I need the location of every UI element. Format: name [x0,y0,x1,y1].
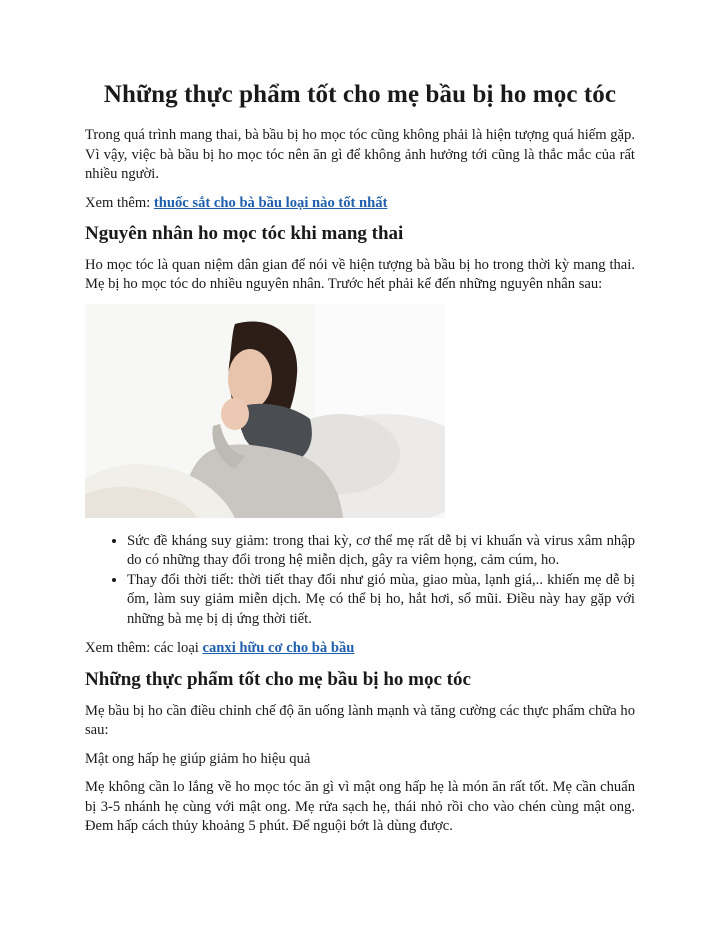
see-more-1-link[interactable]: thuốc sắt cho bà bầu loại nào tốt nhất [153,194,388,211]
causes-list [85,532,635,630]
page-title: Những thực phẩm tốt cho mẹ bầu bị ho mọc tóc [103,81,617,108]
intro-paragraph: Trong quá trình mang thai, bà bầu bị ho mọc tóc cũng không phải là hiện tượng quá hiếm gặp. Vì vậy, việc bà bầu bị ho mọc tóc nên ăn gì để không ảnh hưởng tới cũng là thắc mắc của rất nhiều người. [85,127,635,182]
coughing-woman-illustration [85,304,445,518]
section1-heading: Nguyên nhân ho mọc tóc khi mang thai [85,223,404,244]
section2-subheading: Mật ong hấp hẹ giúp giảm ho hiệu quả [85,750,311,767]
see-more-2 [85,639,635,659]
section1-paragraph: Ho mọc tóc là quan niệm dân gian để nói về hiện tượng bà bầu bị ho trong thời kỳ mang thai. Mẹ bị ho mọc tóc do nhiều nguyên nhân. Trước hết phải kể đến những nguyên nhân sau: [85,256,635,293]
section2-heading: Những thực phẩm tốt cho mẹ bầu bị ho mọc tóc [85,668,471,690]
list-item: • Thay đổi thời tiết: thời tiết thay đổi như gió mùa, giao mùa, lạnh giá,.. khiến mẹ dễ bị ốm, làm suy giảm miễn dịch. Mẹ có thể bị ho, hắt hơi, sổ mũi. Điều này hay gặp với những bà mẹ bị dị ứng thời tiết. [127,571,635,630]
see-more-2-link[interactable]: canxi hữu cơ cho bà bầu [202,640,355,657]
section2-paragraph2: Mẹ không cần lo lắng về ho mọc tóc ăn gì vì mật ong hấp hẹ là món ăn rất tốt. Mẹ cần chuẩn bị 3-5 nhánh hẹ cùng với mật ong. Mẹ rửa sạch hẹ, thái nhỏ rồi cho vào chén cùng mật ong. Đem hấp cách thủy khoảng 5 phút. Để nguội bớt là dùng được. [85,779,635,834]
list-item: • Sức đề kháng suy giảm: trong thai kỳ, cơ thể mẹ rất dễ bị vi khuẩn và virus xâm nhập do có những thay đổi trong hệ miễn dịch, gây ra viêm họng, cảm cúm, ho. [127,532,635,571]
see-more-2-prefix: Xem thêm: các loại [85,640,203,657]
see-more-1-prefix: Xem thêm: [85,194,154,211]
see-more-1 [85,194,635,214]
section2-paragraph: Mẹ bầu bị ho cần điều chỉnh chế độ ăn uống lành mạnh và tăng cường các thực phẩm chữa ho sau: [85,702,635,738]
coughing-woman-photo [85,304,445,518]
document-content [85,80,635,846]
